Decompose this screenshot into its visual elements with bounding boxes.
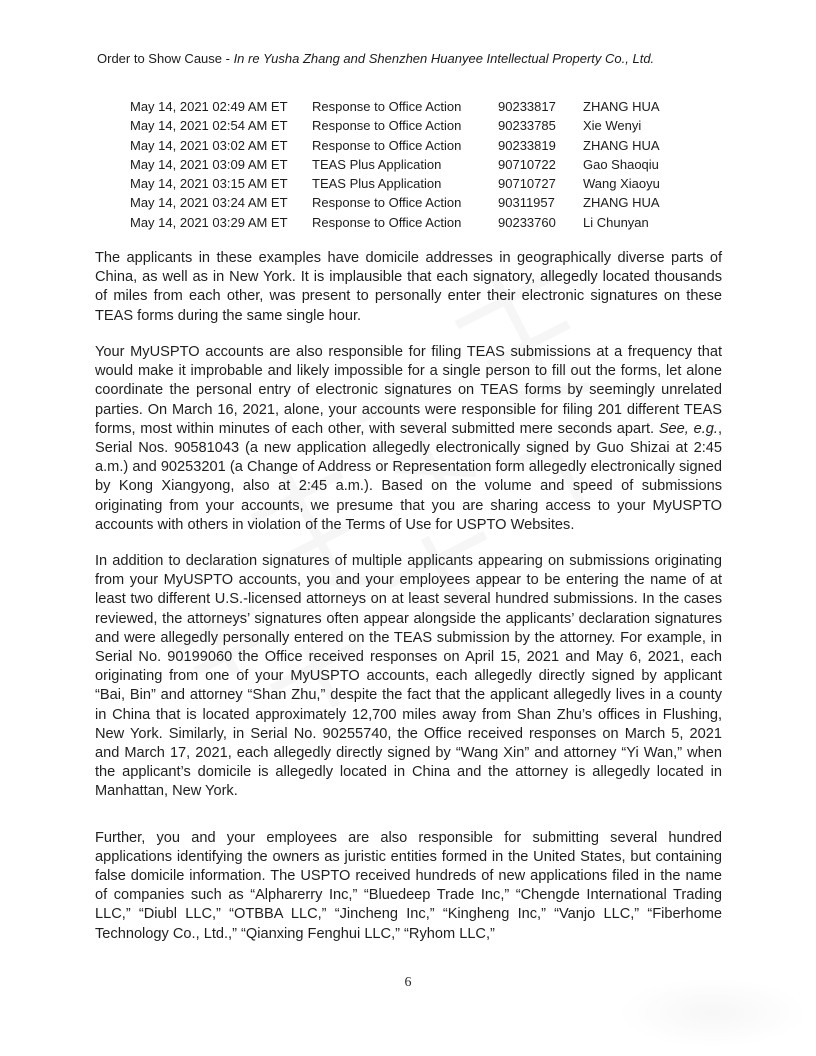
table-cell-action: Response to Office Action [312, 195, 462, 211]
text-run: Your MyUSPTO accounts are also responsible for filing TEAS submissions at a frequency that would make it improbable and likely impossible for a single person to fill out the forms, let alone coordinate the personal entry of electronic signatures on TEAS forms by seemingly unrelated parties. On March 16, 2021, alone, your accounts were responsible for filing 201 different TEAS forms, most within minutes of each other, with several submitted mere seconds apart. [95, 343, 722, 437]
table-cell-action: Response to Office Action [312, 118, 462, 134]
table-cell-signatory: Gao Shaoqiu [583, 156, 659, 172]
paragraph-1 [95, 249, 722, 326]
table-row [130, 213, 722, 232]
table-row [130, 116, 722, 135]
table-cell-datetime: May 14, 2021 03:29 AM ET [130, 214, 288, 230]
text-run: In addition to declaration signatures of multiple applicants appearing on submissions originating from your MyUSPTO accounts, you and your employees appear to be entering the name of at least two different U.S.-licensed attorneys on at least several hundred submissions. In the cases reviewed, the attorneys’ signatures often appear alongside the applicants’ declaration signatures and were allegedly personally entered on the TEAS submission by the attorney. For example, in Serial No. 90199060 the Office received responses on April 15, 2021 and May 6, 2021, each originating from one of your MyUSPTO accounts, each allegedly directly signed by applicant “Bai, Bin” and attorney “Shan Zhu,” despite the fact that the applicant allegedly lives in a county in China that is located approximately 12,700 miles away from Shan Zhu’s offices in Flushing, New York. Similarly, in Serial No. 90255740, the Office received responses on March 5, 2021 and March 17, 2021, each allegedly directly signed by “Wang Xin” and attorney “Yi Wan,” when the applicant’s domicile is allegedly located in China and the attorney is allegedly located in Manhattan, New York. [95, 552, 722, 800]
table-cell-action: Response to Office Action [312, 137, 462, 153]
table-cell-signatory: ZHANG HUA [583, 137, 660, 153]
table-cell-signatory: Xie Wenyi [583, 118, 642, 134]
table-cell-signatory: ZHANG HUA [583, 99, 660, 114]
table-cell-datetime: May 14, 2021 02:54 AM ET [130, 118, 288, 134]
table-cell-action: TEAS Plus Application [312, 156, 442, 172]
table-cell-action: Response to Office Action [312, 214, 462, 230]
submissions-table [130, 97, 722, 232]
table-row [130, 97, 722, 116]
table-row [130, 155, 722, 174]
table-cell-signatory: ZHANG HUA [583, 195, 660, 211]
table-row [130, 174, 722, 193]
table-row [130, 193, 722, 212]
table-cell-serial: 90710722 [498, 156, 556, 172]
table-cell-datetime: May 14, 2021 03:09 AM ET [130, 156, 288, 172]
table-cell-action: TEAS Plus Application [312, 176, 442, 192]
document-header [95, 51, 722, 66]
table-cell-datetime: May 14, 2021 03:15 AM ET [130, 176, 288, 192]
table-cell-datetime: May 14, 2021 03:02 AM ET [130, 137, 288, 153]
text-run: The applicants in these examples have domicile addresses in geographically diverse parts of China, as well as in New York. It is implausible that each signatory, allegedly located thousands of miles from each other, was present to personally enter their electronic signatures on these TEAS forms during the same single hour. [95, 250, 722, 324]
table-cell-signatory: Li Chunyan [583, 214, 649, 230]
text-run: Further, you and your employees are also responsible for submitting several hundred applications identifying the owners as juristic entities formed in the United States, but containing false domicile information. The USPTO received hundreds of new applications filed in the name of companies such as “Alpharerry Inc,” “Bluedeep Trade Inc,” “Chengde International Trading LLC,” “Diubl LLC,” “OTBBA LLC,” “Jincheng Inc,” “Kingheng Inc,” “Vanjo LLC,” “Fiberhome Technology Co., Ltd.,” “Qianxing Fenghui LLC,” “Ryhom LLC,” [95, 829, 722, 942]
paragraph-3 [95, 552, 722, 802]
table-cell-serial: 90233819 [498, 137, 556, 153]
table-cell-serial: 90233817 [498, 99, 556, 114]
table-cell-action: Response to Office Action [312, 99, 462, 114]
text-run: , Serial Nos. 90581043 (a new application allegedly electronically signed by Guo Shizai at 2:45 a.m.) and 90253201 (a Change of Address or Representation form allegedly electronically signed by Kong Xiangyong, also at 2:45 a.m.). Based on the volume and speed of submissions originating from your accounts, we presume that you are sharing access to your MyUSPTO accounts with others in violation of the Terms of Use for USPTO Websites. [95, 420, 723, 533]
page-number: 6 [404, 975, 412, 990]
case-title: In re Yusha Zhang and Shenzhen Huanyee Intellectual Property Co., Ltd. [233, 51, 655, 66]
table-row [130, 136, 722, 155]
table-cell-datetime: May 14, 2021 03:24 AM ET [130, 195, 288, 211]
table-cell-serial: 90311957 [498, 195, 555, 211]
paragraph-2 [95, 343, 722, 535]
table-cell-serial: 90233785 [498, 118, 556, 134]
paragraph-4 [95, 829, 722, 944]
table-cell-serial: 90710727 [498, 176, 556, 192]
table-cell-datetime: May 14, 2021 02:49 AM ET [130, 99, 288, 114]
page-content [95, 51, 722, 944]
italic-run: See, e.g. [658, 420, 718, 437]
body-paragraphs [95, 249, 722, 944]
table-cell-signatory: Wang Xiaoyu [583, 176, 660, 192]
table-cell-serial: 90233760 [498, 214, 556, 230]
header-prefix: Order to Show Cause - [97, 51, 234, 66]
